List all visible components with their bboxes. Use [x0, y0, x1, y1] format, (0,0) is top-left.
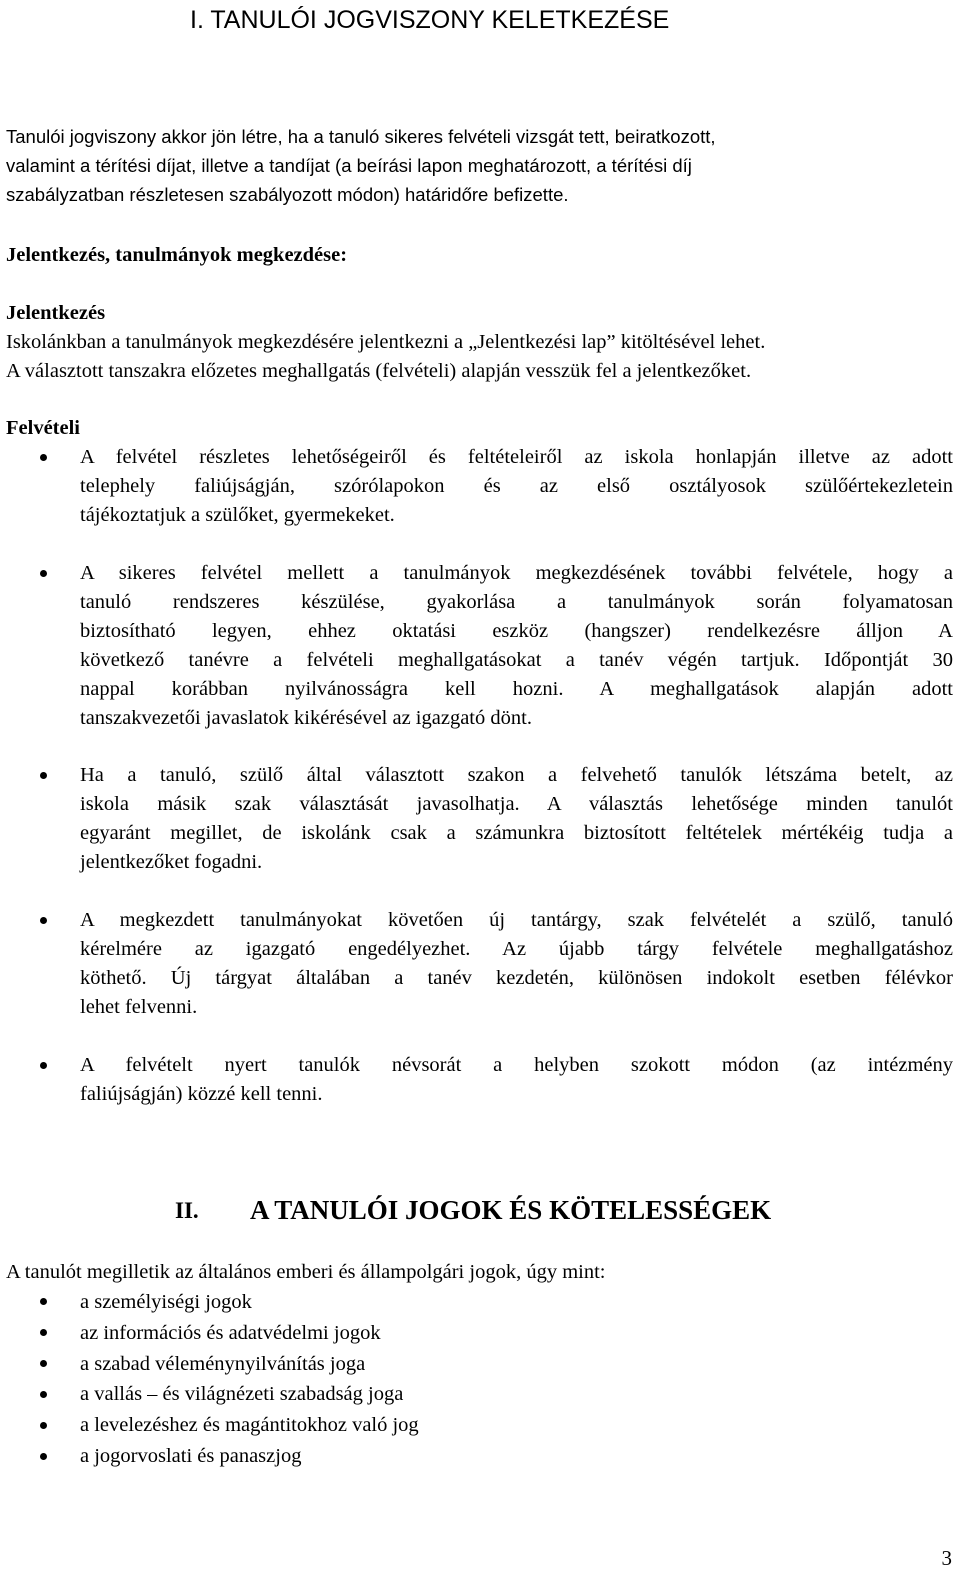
bullet-icon: [40, 1453, 47, 1460]
bullet-icon: [40, 570, 47, 577]
admission-label: Felvételi: [6, 417, 80, 439]
intro-paragraph: [6, 122, 906, 209]
bullet-line: A sikeres felvétel mellett a tanulmányok megkezdésének további felvétele, hogy a: [80, 562, 953, 584]
admission-bullet-1: [80, 443, 953, 530]
rights-item: a szabad véleménynyilvánítás joga: [80, 1353, 366, 1375]
bullet-line: A felvétel részletes lehetőségeiről és feltételeiről az iskola honlapján illetve az adott: [80, 446, 953, 468]
bullet-line: A megkezdett tanulmányokat követően új tantárgy, szak felvételét a szülő, tanuló: [80, 909, 953, 931]
page-number: 3: [941, 1546, 952, 1570]
application-label: Jelentkezés: [6, 302, 106, 324]
bullet-line: nappal korábban nyilvánosságra kell hozni. A meghallgatások alapján adott: [80, 678, 953, 700]
bullet-icon: [40, 1329, 47, 1336]
bullet-icon: [40, 772, 47, 779]
bullet-line: telephely faliújságján, szórólapokon és az első osztályosok szülőértekezletein: [80, 475, 953, 497]
section-number: II.: [175, 1198, 199, 1223]
admission-bullet-5: [80, 1051, 953, 1109]
application-line: A választott tanszakra előzetes meghallgatás (felvételi) alapján vesszük fel a jelentkezőket.: [6, 360, 752, 382]
rights-intro: A tanulót megilletik az általános emberi és állampolgári jogok, úgy mint:: [6, 1261, 606, 1283]
intro-line: Tanulói jogviszony akkor jön létre, ha a tanuló sikeres felvételi vizsgát tett, beiratkozott,: [6, 126, 716, 147]
bullet-icon: [40, 1360, 47, 1367]
bullet-line: faliújságján) közzé kell tenni.: [80, 1083, 323, 1105]
bullet-line: tanszakvezetői javaslatok kikérésével az igazgató dönt.: [80, 707, 532, 729]
bullet-line: kérelmére az igazgató engedélyezhet. Az újabb tárgy felvétele meghallgatáshoz: [80, 938, 953, 960]
bullet-icon: [40, 917, 47, 924]
application-paragraph: [6, 328, 952, 386]
bullet-line: biztosítható legyen, ehhez oktatási eszköz (hangszer) rendelkezésre álljon A: [80, 620, 953, 642]
section-heading: A TANULÓI JOGOK ÉS KÖTELESSÉGEK: [250, 1195, 772, 1225]
admission-bullet-3: [80, 761, 953, 877]
bullet-icon: [40, 1062, 47, 1069]
intro-line: valamint a térítési díjat, illetve a tandíjat (a beírási lapon meghatározott, a térítési díj: [6, 155, 692, 176]
bullet-icon: [40, 454, 47, 461]
bullet-icon: [40, 1391, 47, 1398]
rights-item: a jogorvoslati és panaszjog: [80, 1445, 302, 1467]
bullet-icon: [40, 1422, 47, 1429]
admission-bullet-4: [80, 906, 953, 1022]
bullet-line: következő tanévre a felvételi meghallgatásokat a tanév végén tartjuk. Időpontját 30: [80, 649, 953, 671]
bullet-line: iskola másik szak választását javasolhatja. A választás lehetősége minden tanulót: [80, 793, 953, 815]
application-subheading: Jelentkezés, tanulmányok megkezdése:: [6, 244, 348, 266]
application-line: Iskolánkban a tanulmányok megkezdésére jelentkezni a „Jelentkezési lap” kitöltésével lehet.: [6, 331, 766, 353]
bullet-line: Ha a tanuló, szülő által választott szakon a felvehető tanulók létszáma betelt, az: [80, 764, 953, 786]
bullet-line: tájékoztatjuk a szülőket, gyermekeket.: [80, 504, 395, 526]
bullet-line: jelentkezőket fogadni.: [80, 851, 263, 873]
rights-item: a személyiségi jogok: [80, 1291, 252, 1313]
rights-item: az információs és adatvédelmi jogok: [80, 1322, 381, 1344]
bullet-line: A felvételt nyert tanulók névsorát a helyben szokott módon (az intézmény: [80, 1054, 953, 1076]
bullet-line: lehet felvenni.: [80, 996, 198, 1018]
intro-line: szabályzatban részletesen szabályozott módon) határidőre befizette.: [6, 184, 569, 205]
bullet-icon: [40, 1298, 47, 1305]
rights-item: a levelezéshez és magántitokhoz való jog: [80, 1414, 419, 1436]
bullet-line: köthető. Új tárgyat általában a tanév kezdetén, különösen indokolt esetben félévkor: [80, 967, 953, 989]
admission-bullet-2: [80, 559, 953, 733]
bullet-line: tanuló rendszeres készülése, gyakorlása a tanulmányok során folyamatosan: [80, 591, 953, 613]
rights-item: a vallás – és világnézeti szabadság joga: [80, 1383, 404, 1405]
bullet-line: egyaránt megillet, de iskolánk csak a számunkra biztosított feltételek mértékéig tudja a: [80, 822, 953, 844]
page-heading: I. TANULÓI JOGVISZONY KELETKEZÉSE: [190, 6, 670, 34]
